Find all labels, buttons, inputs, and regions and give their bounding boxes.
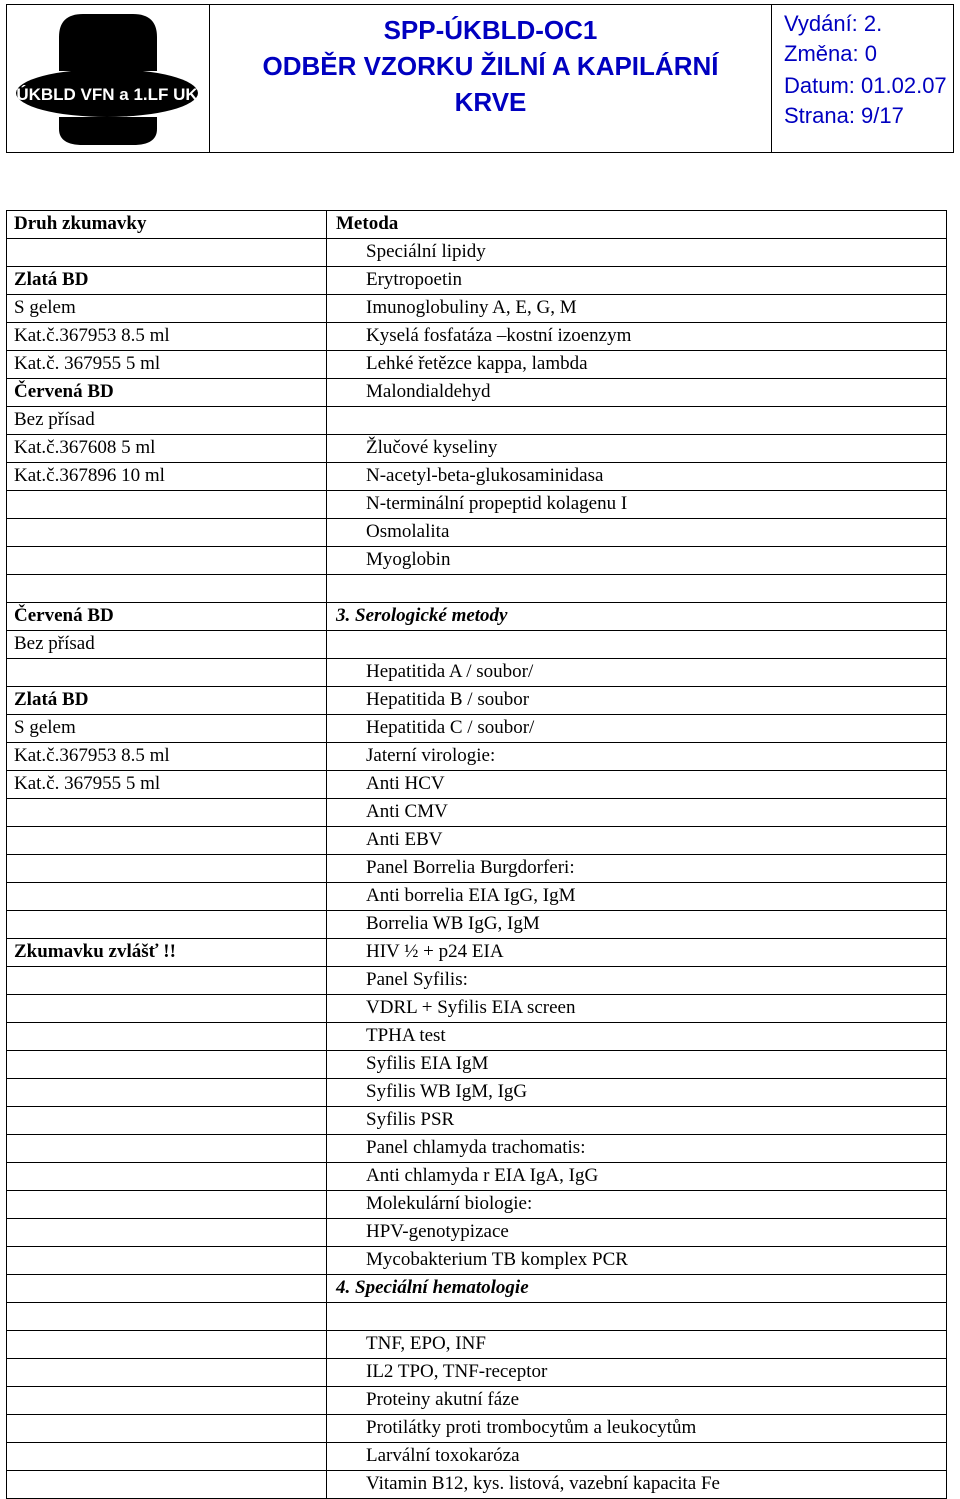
tube-type-cell: [7, 1275, 327, 1303]
table-row: [7, 1359, 947, 1387]
method-cell: [327, 407, 947, 435]
table-row: [7, 1135, 947, 1163]
tube-type-cell: Kat.č.367608 5 ml: [7, 435, 327, 463]
tube-type-cell: S gelem: [7, 715, 327, 743]
table-row: [7, 1443, 947, 1471]
table-row: [7, 1023, 947, 1051]
table-row: [7, 323, 947, 351]
table-row: [7, 1303, 947, 1331]
tube-type-cell: Zlatá BD: [7, 687, 327, 715]
table-row: [7, 547, 947, 575]
table-row: [7, 379, 947, 407]
method-cell: Jaterní virologie:: [327, 743, 947, 771]
table-row: [7, 1219, 947, 1247]
tube-type-cell: [7, 1247, 327, 1275]
method-cell: Metoda: [327, 211, 947, 239]
table-row: [7, 351, 947, 379]
tube-type-cell: [7, 1415, 327, 1443]
method-cell: Syfilis EIA IgM: [327, 1051, 947, 1079]
method-cell: [327, 575, 947, 603]
table-row: [7, 659, 947, 687]
method-cell: Vitamin B12, kys. listová, vazební kapacita Fe: [327, 1471, 947, 1499]
method-cell: Erytropoetin: [327, 267, 947, 295]
method-cell: Anti HCV: [327, 771, 947, 799]
tube-type-cell: Druh zkumavky: [7, 211, 327, 239]
tube-type-cell: [7, 547, 327, 575]
method-cell: Anti EBV: [327, 827, 947, 855]
tube-type-cell: Červená BD: [7, 379, 327, 407]
table-row: [7, 715, 947, 743]
method-cell: Myoglobin: [327, 547, 947, 575]
table-row: [7, 799, 947, 827]
tube-type-cell: [7, 1359, 327, 1387]
tube-type-cell: Kat.č.367953 8.5 ml: [7, 743, 327, 771]
method-cell: Imunoglobuliny A, E, G, M: [327, 295, 947, 323]
tube-type-cell: Zlatá BD: [7, 267, 327, 295]
method-cell: Kyselá fosfatáza –kostní izoenzym: [327, 323, 947, 351]
tube-type-cell: [7, 967, 327, 995]
tube-type-cell: [7, 1163, 327, 1191]
tube-type-cell: Kat.č. 367955 5 ml: [7, 351, 327, 379]
method-cell: Proteiny akutní fáze: [327, 1387, 947, 1415]
change-label: Změna: 0: [784, 41, 877, 66]
table-row: [7, 463, 947, 491]
doc-title-line-1: ODBĚR VZORKU ŽILNÍ A KAPILÁRNÍ: [262, 51, 719, 81]
section-heading-cell: 4. Speciální hematologie: [327, 1275, 947, 1303]
method-cell: N-acetyl-beta-glukosaminidasa: [327, 463, 947, 491]
logo-text: ÚKBLD VFN a 1.LF UK: [16, 85, 198, 104]
method-cell: IL2 TPO, TNF-receptor: [327, 1359, 947, 1387]
table-row: [7, 911, 947, 939]
table-row: [7, 883, 947, 911]
method-cell: HPV-genotypizace: [327, 1219, 947, 1247]
tube-type-cell: [7, 1051, 327, 1079]
tube-type-cell: [7, 995, 327, 1023]
table-row: [7, 1079, 947, 1107]
tube-type-cell: [7, 1107, 327, 1135]
method-cell: Anti chlamyda r EIA IgA, IgG: [327, 1163, 947, 1191]
tube-type-cell: [7, 1331, 327, 1359]
tube-type-cell: Zkumavku zvlášť !!: [7, 939, 327, 967]
method-cell: [327, 631, 947, 659]
table-row: [7, 407, 947, 435]
table-row: [7, 1051, 947, 1079]
method-cell: N-terminální propeptid kolagenu I: [327, 491, 947, 519]
table-row: [7, 267, 947, 295]
method-cell: Žlučové kyseliny: [327, 435, 947, 463]
method-cell: Hepatitida A / soubor/: [327, 659, 947, 687]
tube-type-cell: Kat.č.367953 8.5 ml: [7, 323, 327, 351]
tube-type-cell: [7, 911, 327, 939]
method-cell: Anti CMV: [327, 799, 947, 827]
page-label: Strana: 9/17: [784, 103, 904, 128]
method-cell: Panel Syfilis:: [327, 967, 947, 995]
table-row: [7, 1191, 947, 1219]
table-row: [7, 1415, 947, 1443]
method-cell: Malondialdehyd: [327, 379, 947, 407]
method-cell: Borrelia WB IgG, IgM: [327, 911, 947, 939]
institution-logo: [7, 5, 207, 152]
table-row: [7, 771, 947, 799]
table-row: [7, 1107, 947, 1135]
date-label: Datum: 01.02.07: [784, 73, 947, 98]
tube-type-cell: [7, 883, 327, 911]
tube-type-cell: [7, 827, 327, 855]
tube-type-cell: [7, 1387, 327, 1415]
method-cell: HIV ½ + p24 EIA: [327, 939, 947, 967]
tube-type-cell: Červená BD: [7, 603, 327, 631]
table-row: [7, 575, 947, 603]
table-row: [7, 1247, 947, 1275]
method-cell: Anti borrelia EIA IgG, IgM: [327, 883, 947, 911]
info-cell: [772, 5, 953, 152]
tube-type-cell: Kat.č. 367955 5 ml: [7, 771, 327, 799]
table-row: [7, 855, 947, 883]
table-row: [7, 1163, 947, 1191]
method-cell: Larvální toxokaróza: [327, 1443, 947, 1471]
doc-code: SPP-ÚKBLD-OC1: [383, 15, 598, 45]
table-row: [7, 687, 947, 715]
tube-type-cell: Kat.č.367896 10 ml: [7, 463, 327, 491]
method-cell: TPHA test: [327, 1023, 947, 1051]
tube-type-cell: [7, 1219, 327, 1247]
tube-type-cell: S gelem: [7, 295, 327, 323]
method-cell: Hepatitida B / soubor: [327, 687, 947, 715]
table-row: [7, 295, 947, 323]
method-cell: VDRL + Syfilis EIA screen: [327, 995, 947, 1023]
method-cell: TNF, EPO, INF: [327, 1331, 947, 1359]
tube-type-cell: [7, 659, 327, 687]
table-row: [7, 631, 947, 659]
tube-type-cell: [7, 1443, 327, 1471]
tube-type-cell: [7, 855, 327, 883]
table-row: [7, 995, 947, 1023]
method-cell: Hepatitida C / soubor/: [327, 715, 947, 743]
table-row: [7, 1471, 947, 1499]
table-row: [7, 491, 947, 519]
table-row: [7, 1387, 947, 1415]
method-cell: Lehké řetězce kappa, lambda: [327, 351, 947, 379]
method-cell: [327, 1303, 947, 1331]
table-row: [7, 603, 947, 631]
table-row: [7, 519, 947, 547]
tube-type-cell: Bez přísad: [7, 631, 327, 659]
tube-type-cell: [7, 1303, 327, 1331]
table-row: [7, 435, 947, 463]
tube-type-cell: [7, 799, 327, 827]
document-header: [6, 4, 954, 153]
title-cell: [210, 5, 772, 152]
method-cell: Mycobakterium TB komplex PCR: [327, 1247, 947, 1275]
method-cell: Panel chlamyda trachomatis:: [327, 1135, 947, 1163]
table-row: [7, 1275, 947, 1303]
tube-type-cell: [7, 1191, 327, 1219]
tube-type-cell: [7, 1135, 327, 1163]
method-cell: Speciální lipidy: [327, 239, 947, 267]
tube-type-cell: [7, 491, 327, 519]
table-row: [7, 967, 947, 995]
table-row: [7, 239, 947, 267]
tube-type-cell: [7, 575, 327, 603]
tube-type-cell: [7, 1471, 327, 1499]
method-cell: Molekulární biologie:: [327, 1191, 947, 1219]
method-cell: Syfilis PSR: [327, 1107, 947, 1135]
table-row: [7, 1331, 947, 1359]
table-row: [7, 211, 947, 239]
table-row: [7, 939, 947, 967]
doc-title-line-2: KRVE: [454, 87, 527, 117]
tube-type-cell: [7, 519, 327, 547]
method-cell: Protilátky proti trombocytům a leukocytům: [327, 1415, 947, 1443]
method-cell: Syfilis WB IgM, IgG: [327, 1079, 947, 1107]
method-cell: Osmolalita: [327, 519, 947, 547]
edition-label: Vydání: 2.: [784, 11, 883, 36]
tube-type-cell: [7, 1023, 327, 1051]
section-heading-cell: 3. Serologické metody: [327, 603, 947, 631]
tube-type-cell: [7, 1079, 327, 1107]
method-cell: Panel Borrelia Burgdorferi:: [327, 855, 947, 883]
tube-type-cell: [7, 239, 327, 267]
logo-cell: [7, 5, 210, 152]
table-row: [7, 827, 947, 855]
table-row: [7, 743, 947, 771]
tube-type-cell: Bez přísad: [7, 407, 327, 435]
sampling-table: [6, 210, 947, 1499]
